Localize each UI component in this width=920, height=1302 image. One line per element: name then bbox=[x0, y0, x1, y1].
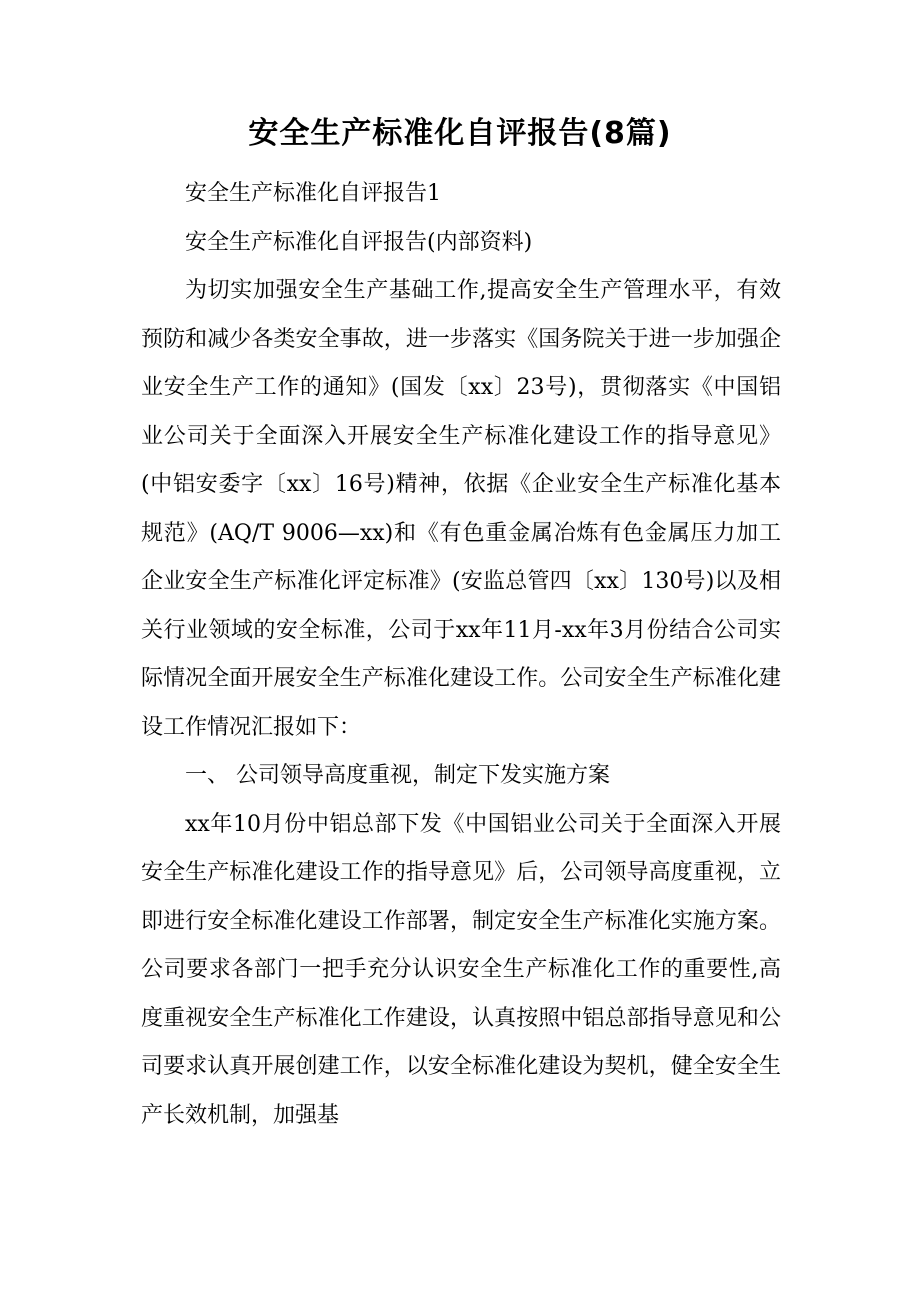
subtitle-paragraph: 安全生产标准化自评报告1 bbox=[185, 181, 441, 206]
body-paragraph: 为切实加强安全生产基础工作,提高安全生产管理水平，有效预防和减少各类安全事故，进一步落实《国务院关于进一步加强企业安全生产工作的通知》(国发〔xx〕23号)，贯彻落实《中国铝业公司关于全面深入开展安全生产标准化建设工作的指导意见》(中铝安委字〔xx〕16号)精神，依据《企业安全生产标准化基本规范》(AQ/T 9006—xx)和《有色重金属冶炼有色金属压力加工企业安全生产标准化评定标准》(安监总管四〔xx〕130号)以及相关行业领域的安全标准，公司于xx年11月-xx年3月份结合公司实际情况全面开展安全生产标准化建设工作。公司安全生产标准化建设工作情况汇报如下： bbox=[141, 278, 781, 740]
body-paragraph: xx年10月份中铝总部下发《中国铝业公司关于全面深入开展安全生产标准化建设工作的指导意见》后，公司领导高度重视，立即进行安全标准化建设工作部署，制定安全生产标准化实施方案。公司要求各部门一把手充分认识安全生产标准化工作的重要性,高度重视安全生产标准化工作建设，认真按照中铝总部指导意见和公司要求认真开展创建工作，以安全标准化建设为契机，健全安全生产长效机制，加强基 bbox=[141, 811, 781, 1128]
document-body bbox=[141, 170, 781, 1140]
section-heading: 一、 公司领导高度重视，制定下发实施方案 bbox=[185, 763, 610, 788]
document-title: 安全生产标准化自评报告(8篇) bbox=[248, 116, 672, 151]
subtitle-paragraph: 安全生产标准化自评报告(内部资料) bbox=[185, 229, 533, 255]
